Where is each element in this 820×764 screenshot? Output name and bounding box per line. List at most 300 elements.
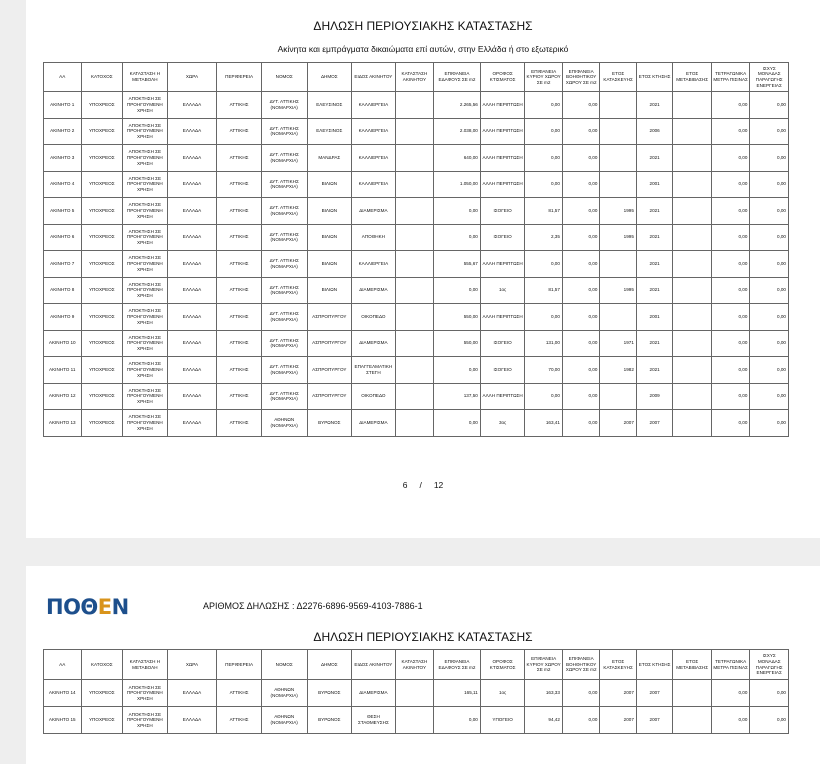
- table-cell: ΥΠΟΧΡΕΟΣ: [81, 92, 123, 119]
- table-cell: ΔΥΤ. ΑΤΤΙΚΗΣ (ΝΟΜΑΡΧΙΑ): [261, 198, 307, 225]
- table-cell: 2007: [636, 680, 672, 707]
- table-cell: 1995: [600, 277, 636, 304]
- column-header: ΚΑΤΑΣΤΑΣΗ ΑΚΙΝΗΤΟΥ: [395, 650, 434, 680]
- column-header: ΕΠΙΦΑΝΕΙΑ ΒΟΗΘΗΤΙΚΟΥ ΧΩΡΟΥ ΣΕ m2: [562, 63, 600, 92]
- table-cell: ΑΚΙΝΗΤΟ 14: [44, 680, 82, 707]
- column-header: ΧΩΡΑ: [167, 650, 217, 680]
- table-cell: ΥΠΟΧΡΕΟΣ: [81, 383, 123, 410]
- table-cell: ΑΠΟΚΤΗΣΗ ΣΕ ΠΡΟΗΓΟΥΜΕΝΗ ΧΡΗΣΗ: [123, 224, 168, 251]
- table-cell: 0,00: [750, 171, 789, 198]
- table-cell: [395, 357, 434, 384]
- table-cell: [673, 383, 712, 410]
- table-cell: ΑΠΟΚΤΗΣΗ ΣΕ ΠΡΟΗΓΟΥΜΕΝΗ ΧΡΗΣΗ: [123, 198, 168, 225]
- table-cell: ΒΙΛΙΩΝ: [307, 171, 352, 198]
- column-header: ΕΠΙΦΑΝΕΙΑ ΚΥΡΙΟΥ ΧΩΡΟΥ ΣΕ m2: [525, 63, 563, 92]
- table-cell: 2007: [600, 680, 636, 707]
- page-title: ΔΗΛΩΣΗ ΠΕΡΙΟΥΣΙΑΚΗΣ ΚΑΤΑΣΤΑΣΗΣ: [313, 630, 533, 644]
- table-cell: 0,00: [711, 145, 750, 172]
- column-header: ΑΑ: [44, 650, 82, 680]
- table-cell: 0,00: [434, 198, 481, 225]
- table-cell: 0,00: [525, 92, 563, 119]
- table-cell: 1.050,00: [434, 171, 481, 198]
- column-header: ΚΑΤΟΧΟΣ: [81, 63, 123, 92]
- table-cell: ΑΤΤΙΚΗΣ: [217, 251, 262, 278]
- column-header: ΝΟΜΟΣ: [261, 650, 307, 680]
- table-cell: 0,00: [750, 198, 789, 225]
- table-cell: 0,00: [562, 383, 600, 410]
- table-cell: ΑΠΟΚΤΗΣΗ ΣΕ ΠΡΟΗΓΟΥΜΕΝΗ ΧΡΗΣΗ: [123, 357, 168, 384]
- table-cell: ΚΑΛΛΙΕΡΓΕΙΑ: [352, 251, 396, 278]
- table-cell: [673, 330, 712, 357]
- table-cell: 2.265,56: [434, 92, 481, 119]
- column-header: ΚΑΤΑΣΤΑΣΗ Η ΜΕΤΑΒΟΛΗ: [123, 63, 168, 92]
- column-header: ΝΟΜΟΣ: [261, 63, 307, 92]
- table-cell: 0,00: [711, 680, 750, 707]
- table-row: [44, 118, 789, 145]
- table-cell: ΑΤΤΙΚΗΣ: [217, 357, 262, 384]
- table-cell: 0,00: [750, 357, 789, 384]
- table-cell: 165,11: [434, 680, 481, 707]
- column-header: ΧΩΡΑ: [167, 63, 217, 92]
- declaration-value: Δ2276-6896-9569-4103-7886-1: [296, 601, 423, 611]
- table-cell: 163,41: [525, 410, 563, 437]
- column-header: ΕΤΟΣ ΜΕΤΑΒΙΒΑΣΗΣ: [673, 63, 712, 92]
- table-cell: 2001: [636, 304, 672, 331]
- table-cell: 163,33: [525, 680, 563, 707]
- table-cell: 0,00: [711, 251, 750, 278]
- table-cell: ΥΠΟΧΡΕΟΣ: [81, 224, 123, 251]
- table-cell: ΔΙΑΜΕΡΙΣΜΑ: [352, 330, 396, 357]
- table-cell: 0,00: [711, 277, 750, 304]
- table-cell: 2021: [636, 277, 672, 304]
- table-cell: 2006: [636, 118, 672, 145]
- table-cell: ΑΚΙΝΗΤΟ 1: [44, 92, 82, 119]
- table-cell: ΑΠΟΚΤΗΣΗ ΣΕ ΠΡΟΗΓΟΥΜΕΝΗ ΧΡΗΣΗ: [123, 707, 168, 734]
- table-cell: 0,00: [562, 330, 600, 357]
- table-cell: [395, 330, 434, 357]
- table-cell: 81,57: [525, 198, 563, 225]
- table-cell: ΑΤΤΙΚΗΣ: [217, 277, 262, 304]
- table-row: [44, 680, 789, 707]
- table-cell: 0,00: [562, 277, 600, 304]
- table-cell: ΕΛΛΑΔΑ: [167, 92, 217, 119]
- table-cell: ΥΠΟΧΡΕΟΣ: [81, 330, 123, 357]
- table-row: [44, 198, 789, 225]
- table-cell: 2021: [636, 224, 672, 251]
- table-cell: [600, 251, 636, 278]
- table-cell: ΑΣΠΡΟΠΥΡΓΟΥ: [307, 357, 352, 384]
- table-cell: ΥΠΟΧΡΕΟΣ: [81, 251, 123, 278]
- column-header: ΚΑΤΑΣΤΑΣΗ ΑΚΙΝΗΤΟΥ: [395, 63, 434, 92]
- table-cell: ΕΛΛΑΔΑ: [167, 304, 217, 331]
- table-cell: 1995: [600, 198, 636, 225]
- table-cell: ΒΙΛΙΩΝ: [307, 198, 352, 225]
- table-cell: 0,00: [434, 224, 481, 251]
- table-cell: 1ος: [480, 277, 525, 304]
- table-cell: 0,00: [711, 410, 750, 437]
- table-cell: 2021: [636, 198, 672, 225]
- table-cell: ΑΛΛΗ ΠΕΡΙΠΤΩΣΗ: [480, 304, 525, 331]
- table-cell: 0,00: [525, 171, 563, 198]
- table-cell: 2007: [636, 410, 672, 437]
- table-cell: ΑΠΟΚΤΗΣΗ ΣΕ ΠΡΟΗΓΟΥΜΕΝΗ ΧΡΗΣΗ: [123, 92, 168, 119]
- table-cell: 0,00: [562, 145, 600, 172]
- table-cell: ΕΛΛΑΔΑ: [167, 410, 217, 437]
- table-cell: ΑΚΙΝΗΤΟ 6: [44, 224, 82, 251]
- table-cell: 0,00: [750, 383, 789, 410]
- column-header: ΕΙΔΟΣ ΑΚΙΝΗΤΟΥ: [352, 63, 396, 92]
- table-cell: 0,00: [750, 251, 789, 278]
- table-cell: ΑΠΟΚΤΗΣΗ ΣΕ ΠΡΟΗΓΟΥΜΕΝΗ ΧΡΗΣΗ: [123, 171, 168, 198]
- table-cell: [395, 92, 434, 119]
- table-cell: 2007: [600, 707, 636, 734]
- table-cell: ΔΙΑΜΕΡΙΣΜΑ: [352, 410, 396, 437]
- table-cell: ΥΠΟΧΡΕΟΣ: [81, 357, 123, 384]
- table-cell: [673, 251, 712, 278]
- table-cell: ΑΠΟΚΤΗΣΗ ΣΕ ΠΡΟΗΓΟΥΜΕΝΗ ΧΡΗΣΗ: [123, 118, 168, 145]
- column-header: ΕΙΔΟΣ ΑΚΙΝΗΤΟΥ: [352, 650, 396, 680]
- table-cell: [395, 145, 434, 172]
- table-cell: ΑΤΤΙΚΗΣ: [217, 304, 262, 331]
- table-cell: [673, 171, 712, 198]
- table-cell: [395, 118, 434, 145]
- column-header: ΕΤΟΣ ΚΤΗΣΗΣ: [636, 650, 672, 680]
- table-cell: ΑΠΟΚΤΗΣΗ ΣΕ ΠΡΟΗΓΟΥΜΕΝΗ ΧΡΗΣΗ: [123, 251, 168, 278]
- column-header: ΚΑΤΟΧΟΣ: [81, 650, 123, 680]
- table-cell: ΙΣΟΓΕΙΟ: [480, 330, 525, 357]
- table-cell: ΕΛΕΥΣΙΝΟΣ: [307, 92, 352, 119]
- table-cell: ΙΣΟΓΕΙΟ: [480, 224, 525, 251]
- table-row: [44, 383, 789, 410]
- table-cell: [673, 410, 712, 437]
- table-cell: ΕΛΛΑΔΑ: [167, 171, 217, 198]
- table-cell: 0,00: [711, 92, 750, 119]
- table-cell: ΔΥΤ. ΑΤΤΙΚΗΣ (ΝΟΜΑΡΧΙΑ): [261, 277, 307, 304]
- table-cell: ΚΑΛΛΙΕΡΓΕΙΑ: [352, 118, 396, 145]
- document-page-7: [26, 566, 820, 764]
- table-cell: ΑΤΤΙΚΗΣ: [217, 224, 262, 251]
- table-cell: 0,00: [434, 357, 481, 384]
- table-cell: ΥΠΟΧΡΕΟΣ: [81, 118, 123, 145]
- table-cell: ΚΑΛΛΙΕΡΓΕΙΑ: [352, 145, 396, 172]
- table-cell: ΥΠΟΧΡΕΟΣ: [81, 171, 123, 198]
- table-cell: 0,00: [711, 707, 750, 734]
- table-cell: ΔΥΤ. ΑΤΤΙΚΗΣ (ΝΟΜΑΡΧΙΑ): [261, 251, 307, 278]
- table-cell: ΑΠΟΘΗΚΗ: [352, 224, 396, 251]
- table-cell: 1971: [600, 330, 636, 357]
- table-cell: [673, 198, 712, 225]
- table-cell: 0,00: [711, 330, 750, 357]
- table-cell: ΒΥΡΩΝΟΣ: [307, 707, 352, 734]
- table-cell: ΒΙΛΙΩΝ: [307, 277, 352, 304]
- table-cell: ΑΤΤΙΚΗΣ: [217, 707, 262, 734]
- table-cell: 1ος: [480, 680, 525, 707]
- table-cell: ΑΚΙΝΗΤΟ 9: [44, 304, 82, 331]
- table-cell: 0,00: [525, 118, 563, 145]
- table-cell: 640,00: [434, 145, 481, 172]
- column-header: ΟΡΟΦΟΣ ΚΤΙΣΜΑΤΟΣ: [480, 63, 525, 92]
- table-cell: ΕΛΛΑΔΑ: [167, 707, 217, 734]
- table-cell: 1995: [600, 224, 636, 251]
- table-cell: [673, 224, 712, 251]
- table-cell: ΑΠΟΚΤΗΣΗ ΣΕ ΠΡΟΗΓΟΥΜΕΝΗ ΧΡΗΣΗ: [123, 145, 168, 172]
- table-cell: ΑΚΙΝΗΤΟ 4: [44, 171, 82, 198]
- table-cell: 0,00: [711, 304, 750, 331]
- declaration-number: [203, 601, 423, 611]
- table-row: [44, 277, 789, 304]
- table-cell: 70,00: [525, 357, 563, 384]
- table-cell: 0,00: [750, 304, 789, 331]
- table-cell: ΥΠΟΓΕΙΟ: [480, 707, 525, 734]
- table-cell: 2.038,00: [434, 118, 481, 145]
- column-header: ΕΤΟΣ ΚΤΗΣΗΣ: [636, 63, 672, 92]
- table-cell: [395, 277, 434, 304]
- table-cell: ΑΤΤΙΚΗΣ: [217, 410, 262, 437]
- assets-table: [43, 649, 789, 734]
- table-cell: [600, 92, 636, 119]
- table-cell: [600, 118, 636, 145]
- table-cell: ΑΚΙΝΗΤΟ 13: [44, 410, 82, 437]
- column-header: ΕΠΙΦΑΝΕΙΑ ΕΔΑΦΟΥΣ ΣΕ m2: [434, 63, 481, 92]
- table-cell: [395, 680, 434, 707]
- table-row: [44, 330, 789, 357]
- table-cell: ΑΠΟΚΤΗΣΗ ΣΕ ΠΡΟΗΓΟΥΜΕΝΗ ΧΡΗΣΗ: [123, 680, 168, 707]
- table-row: [44, 171, 789, 198]
- table-cell: ΑΤΤΙΚΗΣ: [217, 145, 262, 172]
- table-cell: ΕΛΛΑΔΑ: [167, 224, 217, 251]
- table-cell: ΟΙΚΟΠΕΔΟ: [352, 304, 396, 331]
- table-row: [44, 92, 789, 119]
- table-row: [44, 224, 789, 251]
- table-cell: ΔΥΤ. ΑΤΤΙΚΗΣ (ΝΟΜΑΡΧΙΑ): [261, 92, 307, 119]
- table-cell: ΑΚΙΝΗΤΟ 10: [44, 330, 82, 357]
- table-cell: ΕΛΛΑΔΑ: [167, 145, 217, 172]
- table-cell: ΚΑΛΛΙΕΡΓΕΙΑ: [352, 92, 396, 119]
- table-cell: ΔΙΑΜΕΡΙΣΜΑ: [352, 680, 396, 707]
- table-cell: ΥΠΟΧΡΕΟΣ: [81, 410, 123, 437]
- table-cell: 550,00: [434, 330, 481, 357]
- table-cell: 0,00: [525, 145, 563, 172]
- table-cell: [395, 198, 434, 225]
- table-cell: 2021: [636, 251, 672, 278]
- table-cell: [395, 224, 434, 251]
- column-header: ΠΕΡΙΦΕΡΕΙΑ: [217, 650, 262, 680]
- table-cell: ΔΙΑΜΕΡΙΣΜΑ: [352, 198, 396, 225]
- table-cell: 0,00: [434, 707, 481, 734]
- document-page-6: [26, 0, 820, 538]
- table-cell: ΕΛΛΑΔΑ: [167, 251, 217, 278]
- table-cell: 0,00: [525, 251, 563, 278]
- table-cell: ΔΥΤ. ΑΤΤΙΚΗΣ (ΝΟΜΑΡΧΙΑ): [261, 304, 307, 331]
- table-cell: 3ος: [480, 410, 525, 437]
- column-header: ΕΠΙΦΑΝΕΙΑ ΒΟΗΘΗΤΙΚΟΥ ΧΩΡΟΥ ΣΕ m2: [562, 650, 600, 680]
- table-cell: ΒΙΛΙΩΝ: [307, 224, 352, 251]
- table-cell: 0,00: [562, 304, 600, 331]
- table-cell: ΔΥΤ. ΑΤΤΙΚΗΣ (ΝΟΜΑΡΧΙΑ): [261, 171, 307, 198]
- table-cell: 0,00: [434, 410, 481, 437]
- column-header: ΙΣΧΥΣ ΜΟΝΑΔΑΣ ΠΑΡΑΓΩΓΗΣ ΕΝΕΡΓΕΙΑΣ: [750, 63, 789, 92]
- table-cell: ΑΛΛΗ ΠΕΡΙΠΤΩΣΗ: [480, 145, 525, 172]
- table-cell: [395, 410, 434, 437]
- table-cell: 0,00: [525, 383, 563, 410]
- table-cell: ΘΕΣΗ ΣΤΑΘΜΕΥΣΗΣ: [352, 707, 396, 734]
- table-cell: ΥΠΟΧΡΕΟΣ: [81, 145, 123, 172]
- table-cell: 555,67: [434, 251, 481, 278]
- table-cell: ΒΥΡΩΝΟΣ: [307, 410, 352, 437]
- table-cell: ΑΠΟΚΤΗΣΗ ΣΕ ΠΡΟΗΓΟΥΜΕΝΗ ΧΡΗΣΗ: [123, 304, 168, 331]
- table-cell: 0,00: [750, 680, 789, 707]
- table-cell: 0,00: [750, 410, 789, 437]
- column-header: ΕΤΟΣ ΚΑΤΑΣΚΕΥΗΣ: [600, 650, 636, 680]
- table-cell: 0,00: [711, 118, 750, 145]
- table-cell: ΑΤΤΙΚΗΣ: [217, 383, 262, 410]
- table-row: [44, 145, 789, 172]
- column-header: ΤΕΤΡΑΓΩΝΙΚΑ ΜΕΤΡΑ ΠΙΣΙΝΑΣ: [711, 650, 750, 680]
- table-cell: ΑΘΗΝΩΝ (ΝΟΜΑΡΧΙΑ): [261, 680, 307, 707]
- table-cell: ΥΠΟΧΡΕΟΣ: [81, 707, 123, 734]
- table-cell: ΑΛΛΗ ΠΕΡΙΠΤΩΣΗ: [480, 171, 525, 198]
- table-row: [44, 357, 789, 384]
- table-cell: ΕΛΕΥΣΙΝΟΣ: [307, 118, 352, 145]
- table-cell: 0,00: [750, 92, 789, 119]
- table-cell: ΑΚΙΝΗΤΟ 7: [44, 251, 82, 278]
- table-cell: ΔΥΤ. ΑΤΤΙΚΗΣ (ΝΟΜΑΡΧΙΑ): [261, 383, 307, 410]
- table-cell: ΕΛΛΑΔΑ: [167, 330, 217, 357]
- table-cell: ΑΣΠΡΟΠΥΡΓΟΥ: [307, 304, 352, 331]
- table-cell: ΔΥΤ. ΑΤΤΙΚΗΣ (ΝΟΜΑΡΧΙΑ): [261, 224, 307, 251]
- table-cell: 2021: [636, 92, 672, 119]
- table-cell: 0,00: [562, 707, 600, 734]
- table-cell: ΑΤΤΙΚΗΣ: [217, 118, 262, 145]
- table-cell: ΑΤΤΙΚΗΣ: [217, 171, 262, 198]
- table-cell: ΑΚΙΝΗΤΟ 12: [44, 383, 82, 410]
- table-cell: ΥΠΟΧΡΕΟΣ: [81, 277, 123, 304]
- table-cell: 0,00: [562, 171, 600, 198]
- column-header: ΙΣΧΥΣ ΜΟΝΑΔΑΣ ΠΑΡΑΓΩΓΗΣ ΕΝΕΡΓΕΙΑΣ: [750, 650, 789, 680]
- table-row: [44, 410, 789, 437]
- table-row: [44, 707, 789, 734]
- table-cell: ΕΛΛΑΔΑ: [167, 277, 217, 304]
- table-cell: ΑΠΟΚΤΗΣΗ ΣΕ ΠΡΟΗΓΟΥΜΕΝΗ ΧΡΗΣΗ: [123, 330, 168, 357]
- page-total: 12: [433, 480, 444, 490]
- column-header: ΕΤΟΣ ΜΕΤΑΒΙΒΑΣΗΣ: [673, 650, 712, 680]
- table-row: [44, 304, 789, 331]
- page-title: ΔΗΛΩΣΗ ΠΕΡΙΟΥΣΙΑΚΗΣ ΚΑΤΑΣΤΑΣΗΣ: [313, 19, 533, 33]
- page-current: 6: [402, 480, 408, 490]
- table-cell: 94,42: [525, 707, 563, 734]
- table-cell: 137,50: [434, 383, 481, 410]
- table-cell: ΙΣΟΓΕΙΟ: [480, 357, 525, 384]
- page-counter: [26, 480, 820, 490]
- table-cell: ΑΤΤΙΚΗΣ: [217, 330, 262, 357]
- table-cell: 0,00: [711, 383, 750, 410]
- table-cell: 0,00: [562, 224, 600, 251]
- table-cell: 2021: [636, 357, 672, 384]
- table-cell: 2001: [636, 171, 672, 198]
- assets-table: [43, 62, 789, 437]
- table-cell: ΑΤΤΙΚΗΣ: [217, 92, 262, 119]
- table-cell: ΕΠΑΓΓΕΛΜΑΤΙΚΗ ΣΤΕΓΗ: [352, 357, 396, 384]
- page-separator: /: [419, 480, 422, 490]
- table-cell: [395, 383, 434, 410]
- table-cell: ΑΘΗΝΩΝ (ΝΟΜΑΡΧΙΑ): [261, 410, 307, 437]
- table-cell: 0,00: [711, 171, 750, 198]
- table-cell: ΒΥΡΩΝΟΣ: [307, 680, 352, 707]
- table-cell: 0,00: [562, 251, 600, 278]
- table-cell: ΑΛΛΗ ΠΕΡΙΠΤΩΣΗ: [480, 251, 525, 278]
- table-cell: 2021: [636, 145, 672, 172]
- table-cell: 2009: [636, 383, 672, 410]
- table-cell: [600, 304, 636, 331]
- table-cell: 2021: [636, 330, 672, 357]
- table-cell: ΥΠΟΧΡΕΟΣ: [81, 680, 123, 707]
- table-cell: 0,00: [562, 357, 600, 384]
- column-header: ΕΠΙΦΑΝΕΙΑ ΕΔΑΦΟΥΣ ΣΕ m2: [434, 650, 481, 680]
- table-cell: [673, 277, 712, 304]
- table-cell: 0,00: [750, 118, 789, 145]
- table-cell: ΔΥΤ. ΑΤΤΙΚΗΣ (ΝΟΜΑΡΧΙΑ): [261, 357, 307, 384]
- table-cell: ΕΛΛΑΔΑ: [167, 680, 217, 707]
- table-cell: [673, 707, 712, 734]
- table-cell: 0,00: [750, 145, 789, 172]
- table-header-row: [44, 63, 789, 92]
- table-cell: ΑΛΛΗ ΠΕΡΙΠΤΩΣΗ: [480, 383, 525, 410]
- column-header: ΑΑ: [44, 63, 82, 92]
- table-cell: ΑΠΟΚΤΗΣΗ ΣΕ ΠΡΟΗΓΟΥΜΕΝΗ ΧΡΗΣΗ: [123, 410, 168, 437]
- column-header: ΚΑΤΑΣΤΑΣΗ Η ΜΕΤΑΒΟΛΗ: [123, 650, 168, 680]
- table-cell: 550,00: [434, 304, 481, 331]
- table-cell: 0,00: [562, 410, 600, 437]
- table-cell: [600, 171, 636, 198]
- table-cell: ΙΣΟΓΕΙΟ: [480, 198, 525, 225]
- table-cell: 131,00: [525, 330, 563, 357]
- table-cell: ΑΚΙΝΗΤΟ 8: [44, 277, 82, 304]
- table-cell: ΜΑΝΔΡΑΣ: [307, 145, 352, 172]
- column-header: ΔΗΜΟΣ: [307, 63, 352, 92]
- table-cell: [600, 145, 636, 172]
- table-cell: ΑΚΙΝΗΤΟ 5: [44, 198, 82, 225]
- table-cell: ΑΚΙΝΗΤΟ 3: [44, 145, 82, 172]
- table-cell: ΑΘΗΝΩΝ (ΝΟΜΑΡΧΙΑ): [261, 707, 307, 734]
- table-cell: ΕΛΛΑΔΑ: [167, 383, 217, 410]
- table-cell: ΑΛΛΗ ΠΕΡΙΠΤΩΣΗ: [480, 118, 525, 145]
- table-cell: [395, 251, 434, 278]
- table-cell: 0,00: [750, 277, 789, 304]
- table-cell: [673, 118, 712, 145]
- table-cell: 0,00: [750, 330, 789, 357]
- table-cell: ΑΛΛΗ ΠΕΡΙΠΤΩΣΗ: [480, 92, 525, 119]
- column-header: ΤΕΤΡΑΓΩΝΙΚΑ ΜΕΤΡΑ ΠΙΣΙΝΑΣ: [711, 63, 750, 92]
- table-cell: ΑΣΠΡΟΠΥΡΓΟΥ: [307, 383, 352, 410]
- table-cell: [395, 171, 434, 198]
- table-cell: 2007: [600, 410, 636, 437]
- table-cell: [673, 304, 712, 331]
- table-cell: 0,00: [711, 198, 750, 225]
- table-cell: ΔΥΤ. ΑΤΤΙΚΗΣ (ΝΟΜΑΡΧΙΑ): [261, 118, 307, 145]
- table-cell: ΑΚΙΝΗΤΟ 11: [44, 357, 82, 384]
- table-cell: ΑΣΠΡΟΠΥΡΓΟΥ: [307, 330, 352, 357]
- table-cell: ΒΙΛΙΩΝ: [307, 251, 352, 278]
- table-header-row: [44, 650, 789, 680]
- column-header: ΕΤΟΣ ΚΑΤΑΣΚΕΥΗΣ: [600, 63, 636, 92]
- table-cell: 0,00: [562, 92, 600, 119]
- column-header: ΕΠΙΦΑΝΕΙΑ ΚΥΡΙΟΥ ΧΩΡΟΥ ΣΕ m2: [525, 650, 563, 680]
- table-cell: [673, 145, 712, 172]
- table-cell: ΕΛΛΑΔΑ: [167, 198, 217, 225]
- table-cell: ΑΠΟΚΤΗΣΗ ΣΕ ΠΡΟΗΓΟΥΜΕΝΗ ΧΡΗΣΗ: [123, 383, 168, 410]
- table-cell: 0,00: [562, 680, 600, 707]
- table-cell: ΚΑΛΛΙΕΡΓΕΙΑ: [352, 171, 396, 198]
